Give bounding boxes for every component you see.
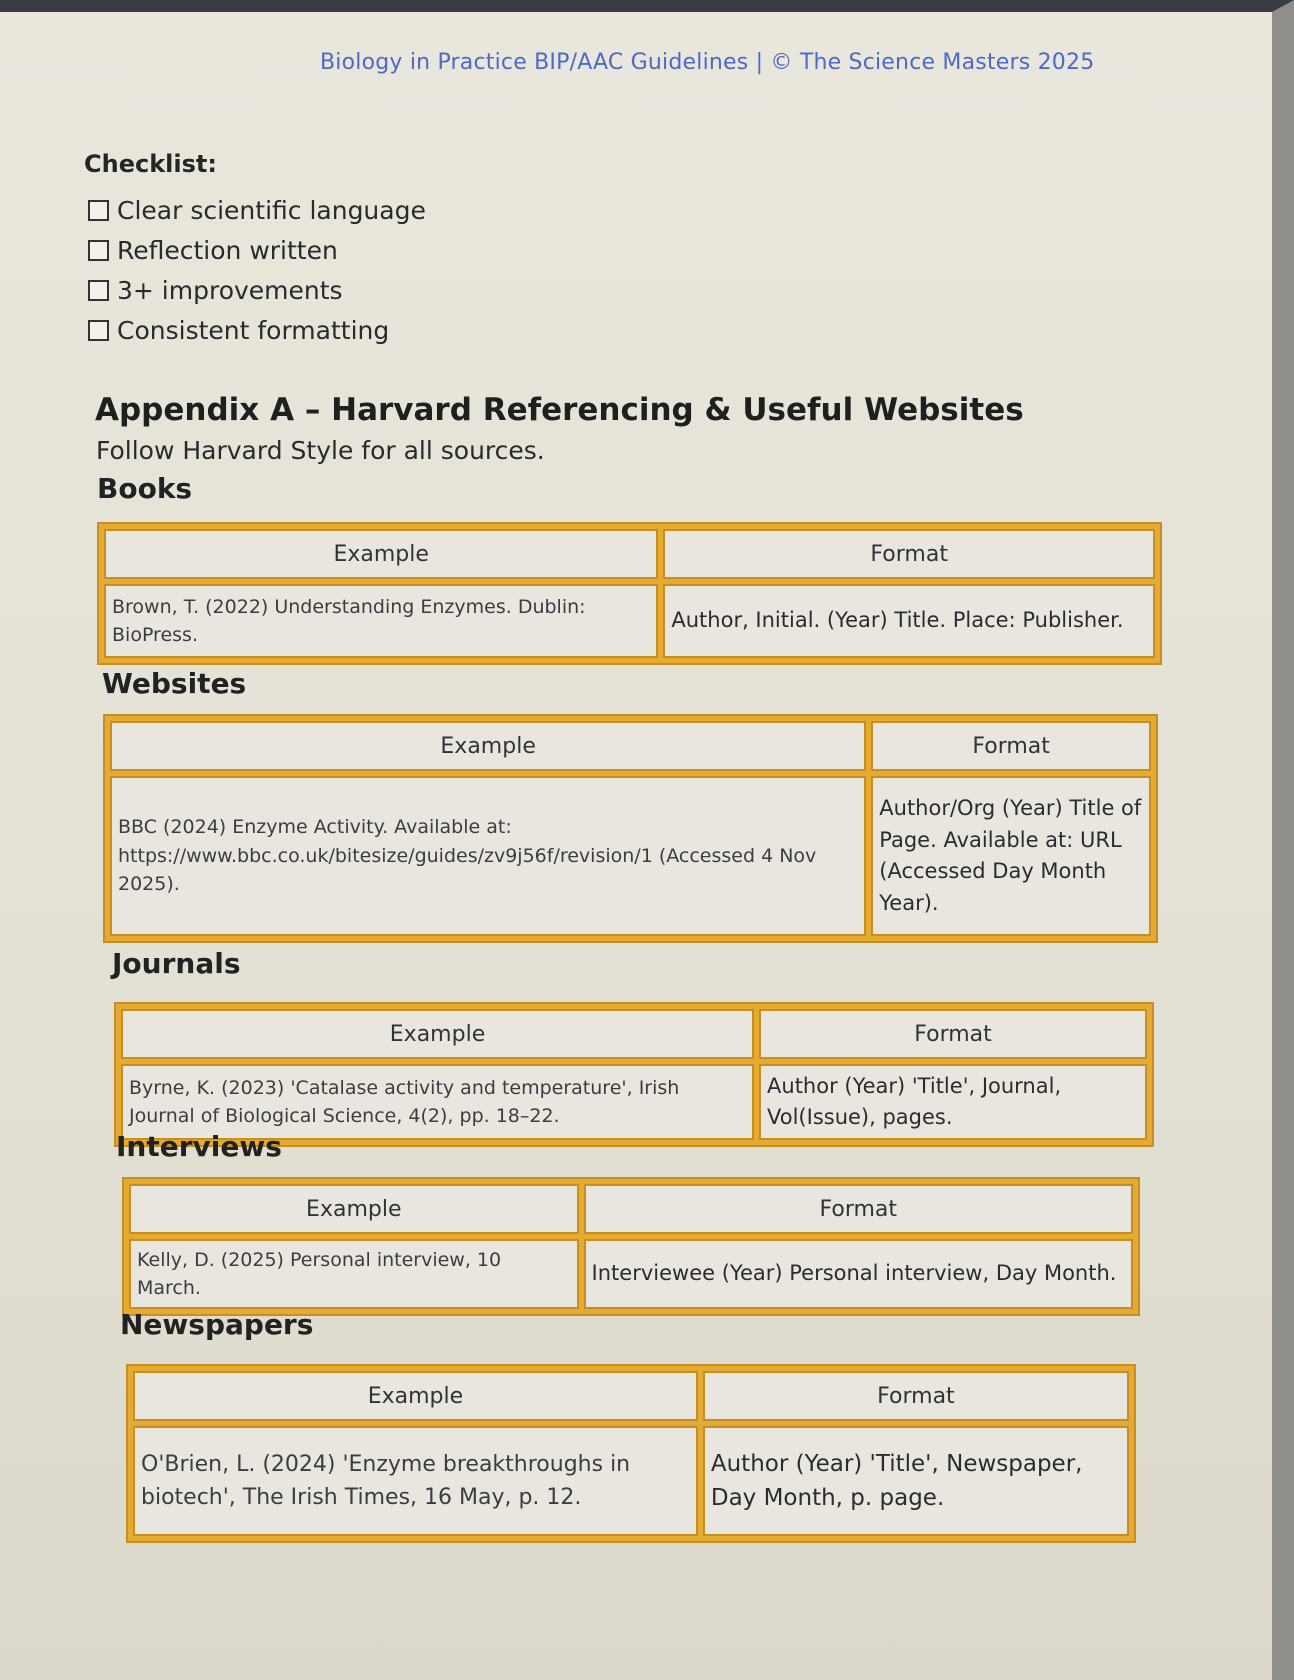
format-header: Format xyxy=(871,721,1151,771)
format-header: Format xyxy=(759,1009,1147,1059)
appendix-intro: Follow Harvard Style for all sources. xyxy=(96,436,545,465)
checkbox-icon[interactable] xyxy=(88,320,109,341)
checkbox-icon[interactable] xyxy=(88,240,109,261)
checklist-item xyxy=(88,310,426,350)
websites-example-cell: BBC (2024) Enzyme Activity. Available at: https://www.bbc.co.uk/bitesize/guides/zv9j56f/revision/1 (Accessed 4 Nov 2025). xyxy=(110,776,866,936)
newspapers-reference-table xyxy=(126,1364,1136,1543)
example-header: Example xyxy=(121,1009,754,1059)
newspapers-example-cell: O'Brien, L. (2024) 'Enzyme breakthroughs in biotech', The Irish Times, 16 May, p. 12. xyxy=(133,1426,698,1536)
checkbox-icon[interactable] xyxy=(88,200,109,221)
section-title-books: Books xyxy=(97,472,193,505)
checklist-item-label: 3+ improvements xyxy=(117,275,343,305)
example-header: Example xyxy=(104,529,658,579)
section-title-interviews: Interviews xyxy=(116,1130,282,1163)
format-header: Format xyxy=(703,1371,1129,1421)
journals-format-cell: Author (Year) 'Title', Journal, Vol(Issue), pages. xyxy=(759,1064,1147,1140)
books-example-cell: Brown, T. (2022) Understanding Enzymes. Dublin: BioPress. xyxy=(104,584,658,658)
checkbox-icon[interactable] xyxy=(88,280,109,301)
checklist xyxy=(88,190,426,350)
newspapers-format-cell: Author (Year) 'Title', Newspaper, Day Month, p. page. xyxy=(703,1426,1129,1536)
books-reference-table xyxy=(97,522,1162,665)
checklist-title: Checklist: xyxy=(84,150,217,178)
format-header: Format xyxy=(663,529,1155,579)
checklist-item xyxy=(88,230,426,270)
interviews-example-cell: Kelly, D. (2025) Personal interview, 10 March. xyxy=(129,1239,579,1309)
interviews-format-cell: Interviewee (Year) Personal interview, Day Month. xyxy=(584,1239,1133,1309)
appendix-title: Appendix A – Harvard Referencing & Useful Websites xyxy=(95,392,1024,428)
example-header: Example xyxy=(129,1184,579,1234)
websites-format-cell: Author/Org (Year) Title of Page. Available at: URL (Accessed Day Month Year). xyxy=(871,776,1151,936)
checklist-item xyxy=(88,270,426,310)
example-header: Example xyxy=(110,721,866,771)
checklist-item xyxy=(88,190,426,230)
books-format-cell: Author, Initial. (Year) Title. Place: Publisher. xyxy=(663,584,1155,658)
example-header: Example xyxy=(133,1371,698,1421)
section-title-websites: Websites xyxy=(102,667,247,700)
interviews-reference-table xyxy=(122,1177,1140,1316)
websites-reference-table xyxy=(103,714,1158,943)
format-header: Format xyxy=(584,1184,1133,1234)
page-header: Biology in Practice BIP/AAC Guidelines | © The Science Masters 2025 xyxy=(320,50,1095,75)
checklist-item-label: Consistent formatting xyxy=(117,315,390,345)
journals-example-cell: Byrne, K. (2023) 'Catalase activity and temperature', Irish Journal of Biological Science, 4(2), pp. 18–22. xyxy=(121,1064,754,1140)
checklist-item-label: Clear scientific language xyxy=(117,195,426,225)
section-title-journals: Journals xyxy=(112,947,241,980)
checklist-item-label: Reflection written xyxy=(117,235,338,265)
journals-reference-table xyxy=(114,1002,1154,1147)
section-title-newspapers: Newspapers xyxy=(120,1308,314,1341)
